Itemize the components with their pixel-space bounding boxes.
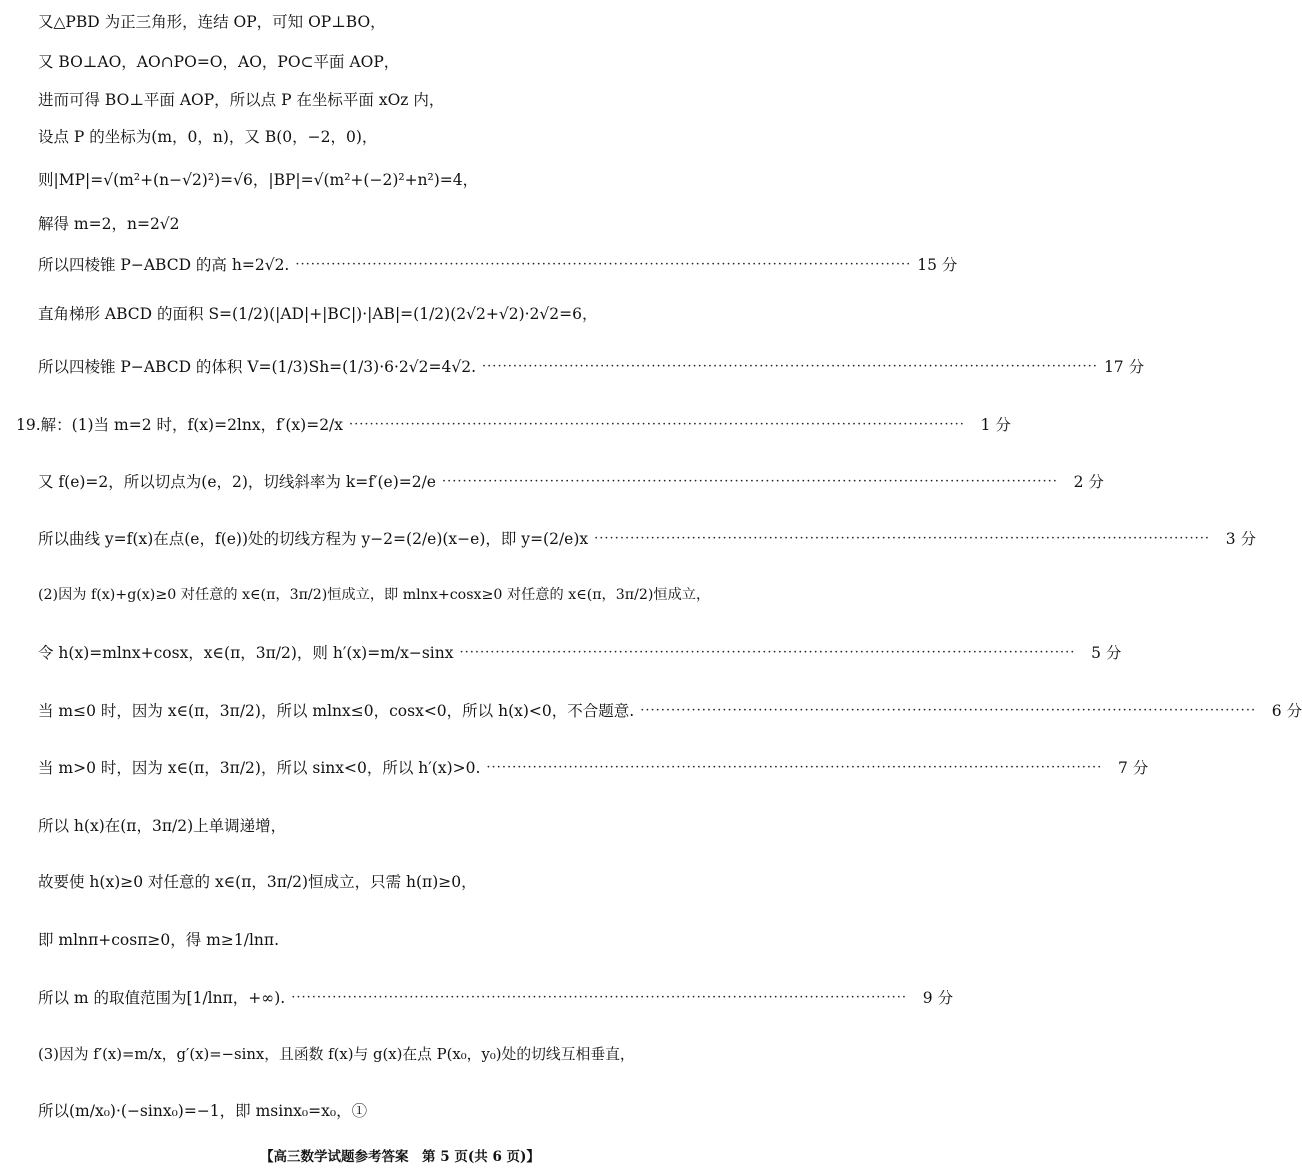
dot-leader: ························································································································	[482, 358, 1098, 374]
score-label: 2 分	[1073, 473, 1104, 491]
score-label: 6 分	[1271, 702, 1302, 720]
line-text: 设点 P 的坐标为(m，0，n)，又 B(0，−2，0)，	[38, 128, 378, 146]
dot-leader: ························································································································	[486, 759, 1103, 775]
answer-line-15	[38, 699, 1302, 721]
dot-leader: ························································································································	[640, 702, 1257, 718]
score-label: 15 分	[917, 256, 958, 274]
line-text: 所以 m 的取值范围为[1/lnπ，+∞).	[38, 989, 286, 1007]
answer-line-4	[38, 125, 786, 147]
answer-line-22	[38, 1099, 786, 1121]
line-text: 所以四棱锥 P−ABCD 的体积 V=(1/3)Sh=(1/3)·6·2√2=4√2.	[38, 358, 477, 376]
line-text: 则|MP|=√(m²+(n−√2)²)=√6，|BP|=√(m²+(−2)²+n²)=4，	[38, 171, 479, 189]
line-text: 所以曲线 y=f(x)在点(e，f(e))处的切线方程为 y−2=(2/e)(x−e)，即 y=(2/e)x	[38, 530, 589, 548]
answer-line-18	[38, 870, 786, 892]
score-label: 1 分	[980, 416, 1011, 434]
line-text: 所以(m/x₀)·(−sinx₀)=−1，即 msinx₀=x₀，①	[38, 1102, 368, 1120]
line-text: (3)因为 f′(x)=m/x，g′(x)=−sinx，且函数 f(x)与 g(x)在点 P(x₀，y₀)处的切线互相垂直，	[38, 1046, 635, 1063]
answer-line-3	[38, 88, 786, 110]
line-text: 故要使 h(x)≥0 对任意的 x∈(π，3π/2)恒成立，只需 h(π)≥0，	[38, 873, 477, 891]
line-text: 19.解：(1)当 m=2 时，f(x)=2lnx，f′(x)=2/x	[16, 416, 344, 434]
line-text: 直角梯形 ABCD 的面积 S=(1/2)(|AD|+|BC|)·|AB|=(1/2)(2√2+√2)·2√2=6，	[38, 305, 598, 323]
answer-line-14	[38, 641, 1122, 663]
line-text: 又 f(e)=2，所以切点为(e，2)，切线斜率为 k=f′(e)=2/e	[38, 473, 436, 491]
answer-line-10	[16, 413, 1011, 435]
answer-line-11	[38, 470, 1104, 492]
answer-line-20	[38, 986, 954, 1008]
answer-line-21	[38, 1043, 786, 1064]
score-label: 17 分	[1103, 358, 1145, 376]
line-text: 又△PBD 为正三角形，连结 OP，可知 OP⊥BO，	[38, 13, 386, 31]
answer-line-1	[38, 10, 786, 32]
line-text: 解得 m=2，n=2√2	[38, 215, 180, 233]
dot-leader: ························································································································	[459, 644, 1076, 660]
score-label: 3 分	[1225, 530, 1257, 548]
answer-line-12	[38, 527, 1257, 549]
answer-line-17	[38, 814, 786, 836]
answer-line-6	[38, 212, 786, 234]
answer-line-8	[38, 302, 786, 324]
dot-leader: ························································································································	[291, 989, 908, 1005]
line-text: 又 BO⊥AO，AO∩PO=O，AO，PO⊂平面 AOP，	[38, 53, 400, 71]
dot-leader: ························································································································	[349, 416, 965, 432]
answer-line-2	[38, 50, 786, 72]
dot-leader: ························································································································	[594, 530, 1211, 546]
line-text: 所以四棱锥 P−ABCD 的高 h=2√2.	[38, 256, 290, 274]
line-text: 即 mlnπ+cosπ≥0，得 m≥1/lnπ.	[38, 931, 279, 949]
answer-line-16	[38, 756, 1149, 778]
answer-line-13	[38, 584, 786, 604]
answer-line-7	[38, 253, 958, 275]
answer-line-19	[38, 928, 786, 950]
line-text: 进而可得 BO⊥平面 AOP，所以点 P 在坐标平面 xOz 内，	[38, 91, 445, 109]
answer-line-5	[38, 168, 786, 190]
line-text: 当 m≤0 时，因为 x∈(π，3π/2)，所以 mlnx≤0，cosx<0，所以 h(x)<0，不合题意.	[38, 702, 635, 720]
line-text: 当 m>0 时，因为 x∈(π，3π/2)，所以 sinx<0，所以 h′(x)>0.	[38, 759, 481, 777]
score-label: 5 分	[1091, 644, 1122, 662]
dot-leader: ························································································································	[441, 473, 1058, 489]
score-label: 7 分	[1118, 759, 1149, 777]
line-text: 所以 h(x)在(π，3π/2)上单调递增，	[38, 817, 287, 835]
dot-leader: ························································································································	[295, 256, 912, 272]
page-footer: 【高三数学试题参考答案 第 5 页(共 6 页)】	[260, 1149, 540, 1165]
answer-line-9	[38, 355, 1145, 377]
line-text: (2)因为 f(x)+g(x)≥0 对任意的 x∈(π，3π/2)恒成立，即 mlnx+cosx≥0 对任意的 x∈(π，3π/2)恒成立，	[38, 587, 711, 603]
score-label: 9 分	[922, 989, 954, 1007]
line-text: 令 h(x)=mlnx+cosx，x∈(π，3π/2)，则 h′(x)=m/x−sinx	[38, 644, 454, 662]
